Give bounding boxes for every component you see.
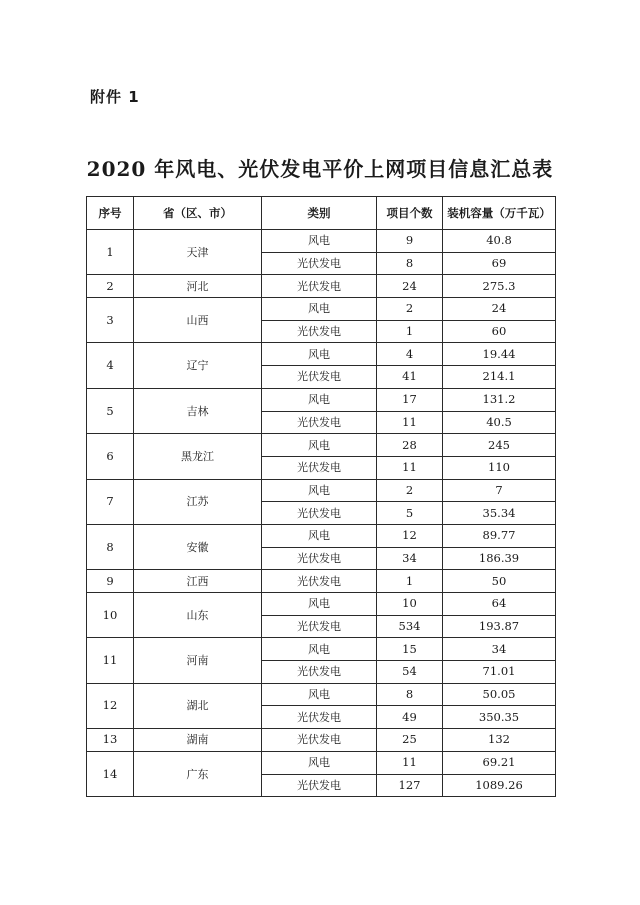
cell-province: 河北	[134, 275, 262, 298]
cell-count: 54	[377, 661, 443, 684]
table-row	[87, 275, 556, 298]
cell-type: 光伏发电	[262, 456, 377, 479]
table-row	[87, 343, 556, 366]
cell-province: 江苏	[134, 479, 262, 524]
cell-type: 光伏发电	[262, 615, 377, 638]
cell-capacity: 69	[443, 252, 556, 275]
cell-count: 8	[377, 683, 443, 706]
cell-seq: 7	[87, 479, 134, 524]
cell-capacity: 110	[443, 456, 556, 479]
cell-capacity: 186.39	[443, 547, 556, 570]
header-type: 类别	[262, 197, 377, 230]
cell-capacity: 7	[443, 479, 556, 502]
cell-type: 光伏发电	[262, 366, 377, 389]
cell-capacity: 64	[443, 593, 556, 616]
cell-capacity: 132	[443, 729, 556, 752]
cell-capacity: 50.05	[443, 683, 556, 706]
table-row	[87, 729, 556, 752]
cell-province: 山西	[134, 298, 262, 343]
cell-count: 12	[377, 524, 443, 547]
document-title: 2020 年风电、光伏发电平价上网项目信息汇总表	[86, 157, 554, 181]
cell-type: 风电	[262, 479, 377, 502]
cell-seq: 13	[87, 729, 134, 752]
cell-count: 34	[377, 547, 443, 570]
cell-capacity: 34	[443, 638, 556, 661]
cell-capacity: 69.21	[443, 751, 556, 774]
header-seq: 序号	[87, 197, 134, 230]
cell-seq: 14	[87, 751, 134, 796]
cell-type: 光伏发电	[262, 502, 377, 525]
cell-type: 风电	[262, 638, 377, 661]
cell-count: 49	[377, 706, 443, 729]
cell-count: 2	[377, 298, 443, 321]
cell-type: 风电	[262, 524, 377, 547]
cell-province: 黑龙江	[134, 434, 262, 479]
table-body	[87, 230, 556, 797]
cell-capacity: 1089.26	[443, 774, 556, 797]
cell-type: 光伏发电	[262, 706, 377, 729]
table-row	[87, 230, 556, 253]
table-row	[87, 479, 556, 502]
cell-capacity: 24	[443, 298, 556, 321]
cell-seq: 11	[87, 638, 134, 683]
cell-type: 光伏发电	[262, 570, 377, 593]
cell-province: 吉林	[134, 388, 262, 433]
cell-seq: 4	[87, 343, 134, 388]
cell-count: 9	[377, 230, 443, 253]
cell-capacity: 40.8	[443, 230, 556, 253]
cell-capacity: 71.01	[443, 661, 556, 684]
cell-type: 光伏发电	[262, 275, 377, 298]
table-row	[87, 298, 556, 321]
table-row	[87, 434, 556, 457]
cell-capacity: 35.34	[443, 502, 556, 525]
cell-type: 光伏发电	[262, 252, 377, 275]
cell-province: 湖北	[134, 683, 262, 728]
table-row	[87, 524, 556, 547]
cell-seq: 1	[87, 230, 134, 275]
cell-count: 127	[377, 774, 443, 797]
cell-seq: 6	[87, 434, 134, 479]
table-row	[87, 683, 556, 706]
header-count: 项目个数	[377, 197, 443, 230]
cell-seq: 3	[87, 298, 134, 343]
cell-count: 4	[377, 343, 443, 366]
cell-count: 15	[377, 638, 443, 661]
cell-seq: 12	[87, 683, 134, 728]
summary-table	[86, 196, 556, 797]
cell-type: 光伏发电	[262, 729, 377, 752]
cell-seq: 2	[87, 275, 134, 298]
table-row	[87, 638, 556, 661]
cell-seq: 10	[87, 593, 134, 638]
cell-capacity: 89.77	[443, 524, 556, 547]
cell-count: 8	[377, 252, 443, 275]
cell-count: 11	[377, 751, 443, 774]
cell-capacity: 40.5	[443, 411, 556, 434]
cell-province: 山东	[134, 593, 262, 638]
cell-count: 11	[377, 456, 443, 479]
table-row	[87, 388, 556, 411]
cell-type: 风电	[262, 388, 377, 411]
cell-count: 1	[377, 570, 443, 593]
header-province: 省（区、市）	[134, 197, 262, 230]
cell-type: 风电	[262, 593, 377, 616]
cell-type: 光伏发电	[262, 320, 377, 343]
cell-province: 河南	[134, 638, 262, 683]
cell-province: 辽宁	[134, 343, 262, 388]
cell-count: 17	[377, 388, 443, 411]
cell-type: 风电	[262, 751, 377, 774]
cell-type: 风电	[262, 343, 377, 366]
cell-count: 24	[377, 275, 443, 298]
cell-count: 534	[377, 615, 443, 638]
cell-province: 安徽	[134, 524, 262, 569]
cell-count: 1	[377, 320, 443, 343]
cell-count: 41	[377, 366, 443, 389]
cell-province: 江西	[134, 570, 262, 593]
cell-province: 湖南	[134, 729, 262, 752]
cell-type: 光伏发电	[262, 774, 377, 797]
cell-capacity: 19.44	[443, 343, 556, 366]
cell-capacity: 275.3	[443, 275, 556, 298]
cell-type: 光伏发电	[262, 411, 377, 434]
table-row	[87, 570, 556, 593]
cell-count: 11	[377, 411, 443, 434]
cell-type: 风电	[262, 434, 377, 457]
cell-type: 光伏发电	[262, 547, 377, 570]
table-header-row	[87, 197, 556, 230]
cell-seq: 9	[87, 570, 134, 593]
attachment-label: 附件 1	[90, 88, 140, 106]
cell-capacity: 50	[443, 570, 556, 593]
cell-count: 28	[377, 434, 443, 457]
cell-type: 风电	[262, 683, 377, 706]
cell-count: 5	[377, 502, 443, 525]
cell-type: 光伏发电	[262, 661, 377, 684]
table-row	[87, 751, 556, 774]
cell-capacity: 214.1	[443, 366, 556, 389]
cell-seq: 5	[87, 388, 134, 433]
cell-capacity: 350.35	[443, 706, 556, 729]
cell-type: 风电	[262, 230, 377, 253]
cell-province: 天津	[134, 230, 262, 275]
cell-capacity: 245	[443, 434, 556, 457]
cell-province: 广东	[134, 751, 262, 796]
cell-capacity: 60	[443, 320, 556, 343]
cell-seq: 8	[87, 524, 134, 569]
cell-capacity: 193.87	[443, 615, 556, 638]
cell-count: 25	[377, 729, 443, 752]
cell-capacity: 131.2	[443, 388, 556, 411]
table-row	[87, 593, 556, 616]
cell-type: 风电	[262, 298, 377, 321]
header-capacity: 装机容量（万千瓦）	[443, 197, 556, 230]
cell-count: 10	[377, 593, 443, 616]
cell-count: 2	[377, 479, 443, 502]
